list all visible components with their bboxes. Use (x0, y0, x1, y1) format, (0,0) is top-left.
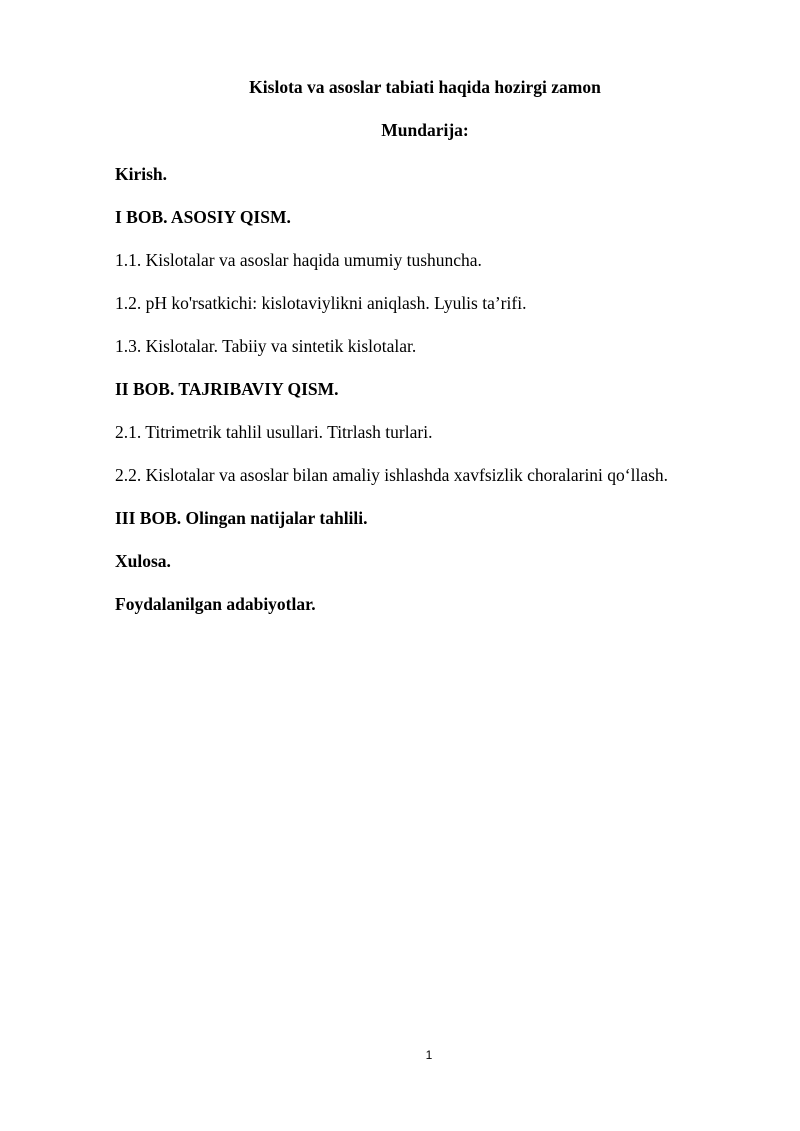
page-number: 1 (425, 1048, 433, 1062)
toc-entry-section-1-3: 1.3. Kislotalar. Tabiiy va sintetik kislotalar. (115, 336, 417, 356)
toc-entry-section-1-2: 1.2. pH ko'rsatkichi: kislotaviylikni aniqlash. Lyulis ta’rifi. (115, 293, 527, 313)
toc-entry-xulosa: Xulosa. (115, 551, 171, 571)
toc-entry-section-2-1: 2.1. Titrimetrik tahlil usullari. Titrlash turlari. (115, 422, 433, 442)
toc-entry-kirish: Kirish. (115, 164, 168, 184)
toc-entry-section-2-2: 2.2. Kislotalar va asoslar bilan amaliy ishlashda xavfsizlik choralarini qo‘llash. (115, 465, 669, 485)
table-of-contents (115, 164, 755, 637)
toc-entry-section-1-1: 1.1. Kislotalar va asoslar haqida umumiy tushuncha. (115, 250, 482, 270)
document-title: Kislota va asoslar tabiati haqida hozirgi zamon (249, 77, 601, 97)
toc-entry-chapter-3: III BOB. Olingan natijalar tahlili. (115, 508, 368, 528)
toc-heading: Mundarija: (381, 120, 469, 140)
toc-entry-chapter-1: I BOB. ASOSIY QISM. (115, 207, 291, 227)
toc-entry-chapter-2: II BOB. TAJRIBAVIY QISM. (115, 379, 339, 399)
toc-entry-references: Foydalanilgan adabiyotlar. (115, 594, 316, 614)
